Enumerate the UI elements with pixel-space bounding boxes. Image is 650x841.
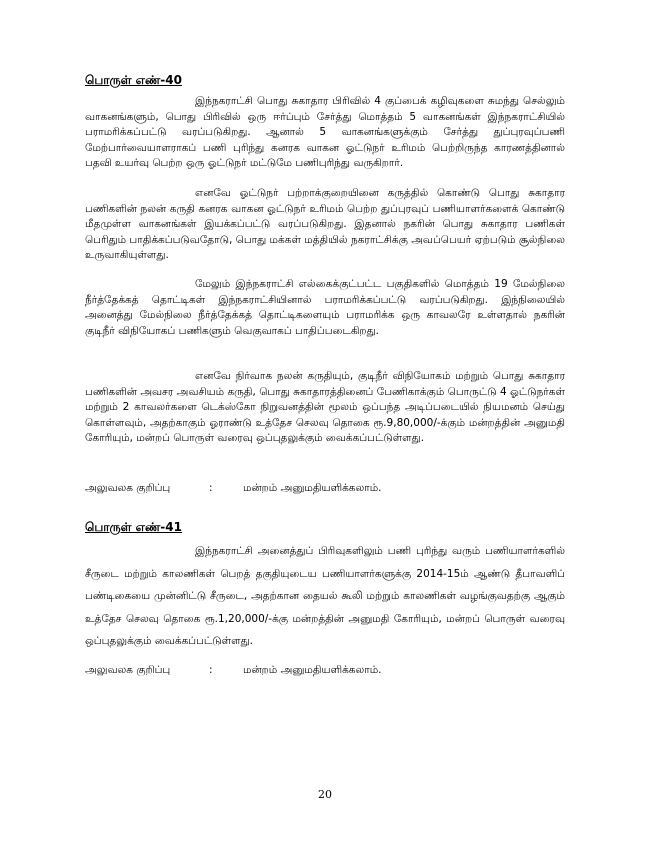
office-note-label: அலுவலக குறிப்பு xyxy=(85,664,171,676)
page-number: 20 xyxy=(318,788,332,801)
office-note-40 xyxy=(85,481,565,496)
paragraph-40-2: எனவே ஓட்டுநர் பற்றாக்குறையினை கருத்தில் கொண்டு பொது சுகாதார பணிகளின் நலன் கருதி கனரக வாகன ஓட்டுநர் உரிமம் பெற்ற துப்புரவுப் பணியாளர்களைக் கொண்டு மீதமுள்ள வாகனங்கள் இயக்கப்பட்டு வரப்படுகிறது. இதனால் நகரின் பொது சுகாதார பணிகள் பெரிதும் பாதிக்கப்படுவதோடு, பொது மக்கள் மத்தியில் நகராட்சிக்கு அவப்பெயர் ஏற்படும் சூல்நிலை உருவாகியுள்ளது. xyxy=(85,187,565,261)
paragraph-40-1: இந்நகராட்சி பொது சுகாதார பிரிவில் 4 குப்பைக் கழிவுகளை சுமந்து செல்லும் வாகனங்களும், பொது பிரிவில் ஒரு ஈர்ப்பும் சேர்த்து மொத்தம் 5 வாகனங்கள் இந்நகராட்சியில் பராமரிக்கப்பட்டு வரப்படுகிறது. ஆனால் 5 வாகனங்களுக்கும் சேர்த்து துப்புரவுப்பணி மேற்பார்வையாளராகப் பணி புரிந்து கனரக வாகன ஓட்டுநர் உரிமம் பெற்றிருந்த காரணத்தினால் பதவி உயர்வு பெற்ற ஒரு ஓட்டுநர் மட்டுமே பணிபுரிந்து வருகிறார். xyxy=(85,95,565,169)
section-heading-40: பொருள் எண்-40 xyxy=(85,73,182,87)
paragraph-41-1: இந்நகராட்சி அனைத்துப் பிரிவுகளிலும் பணி புரிந்து வரும் பணியாளர்களில் சீருடை மற்றும் காலணிகள் பெறத் தகுதியுடைய பணியாளர்களுக்கு 2014-15ம் ஆண்டு தீபாவளிப் பண்டிகையை முன்னிட்டு சீருடை, அதற்கான தையல் கூலி மற்றும் காலணிகள் வழங்குவதற்கு ஆகும் உத்தேச செலவு தொகை ரூ.1,20,000/-க்கு மன்றத்தின் அனுமதி கோரியும், மன்றப் பொருள் வரைவு ஒப்புதலுக்கும் வைக்கப்பட்டுள்ளது. xyxy=(85,545,565,647)
office-note-41 xyxy=(85,663,565,678)
paragraph-40-3: மேலும் இந்நகராட்சி எல்கைக்குட்பட்ட பகுதிகளில் மொத்தம் 19 மேல்நிலை நீர்த்தேக்கத் தொட்டிகள் இந்நகராட்சியினால் பராமரிக்கப்பட்டு வரப்படுகிறது. இந்நிலையில் அனைத்து மேல்நிலை நீர்த்தேக்கத் தொட்டிகளையும் பராமரிக்க ஒரு காவலரே உள்ளதால் நகரின் குடிநீர் விநியோகப் பணிகளும் வெகுவாகப் பாதிப்படைகிறது. xyxy=(85,278,565,337)
office-note-text: மன்றம் அனுமதியளிக்கலாம். xyxy=(243,664,382,676)
section-heading-41: பொருள் எண்-41 xyxy=(85,520,182,534)
office-note-label: அலுவலக குறிப்பு xyxy=(85,482,171,494)
paragraph-40-4: எனவே நிர்வாக நலன் கருதியும், குடிநீர் விநியோகம் மற்றும் பொது சுகாதார பணிகளின் அவசர அவசியம் கருதி, பொது சுகாதாரத்தினைப் பேணிகாக்கும் பொருட்டு 4 ஓட்டுநர்கள் மற்றும் 2 காவலர்களை டெக்ஸ்கோ நிறுவனத்தின் மூலம் ஒப்பந்த அடிப்படையில் நியமனம் செய்து கொள்ளவும், அதற்காகும் ஓராண்டு உத்தேச செலவு தொகை ரூ.9,80,000/-க்கும் மன்றத்தின் அனுமதி கோரியும், மன்றப் பொருள் வரைவு ஒப்புதலுக்கும் வைக்கப்பட்டுள்ளது. xyxy=(85,370,565,444)
office-note-colon: : xyxy=(209,664,213,676)
office-note-colon: : xyxy=(209,482,213,494)
office-note-text: மன்றம் அனுமதியளிக்கலாம். xyxy=(243,482,382,494)
